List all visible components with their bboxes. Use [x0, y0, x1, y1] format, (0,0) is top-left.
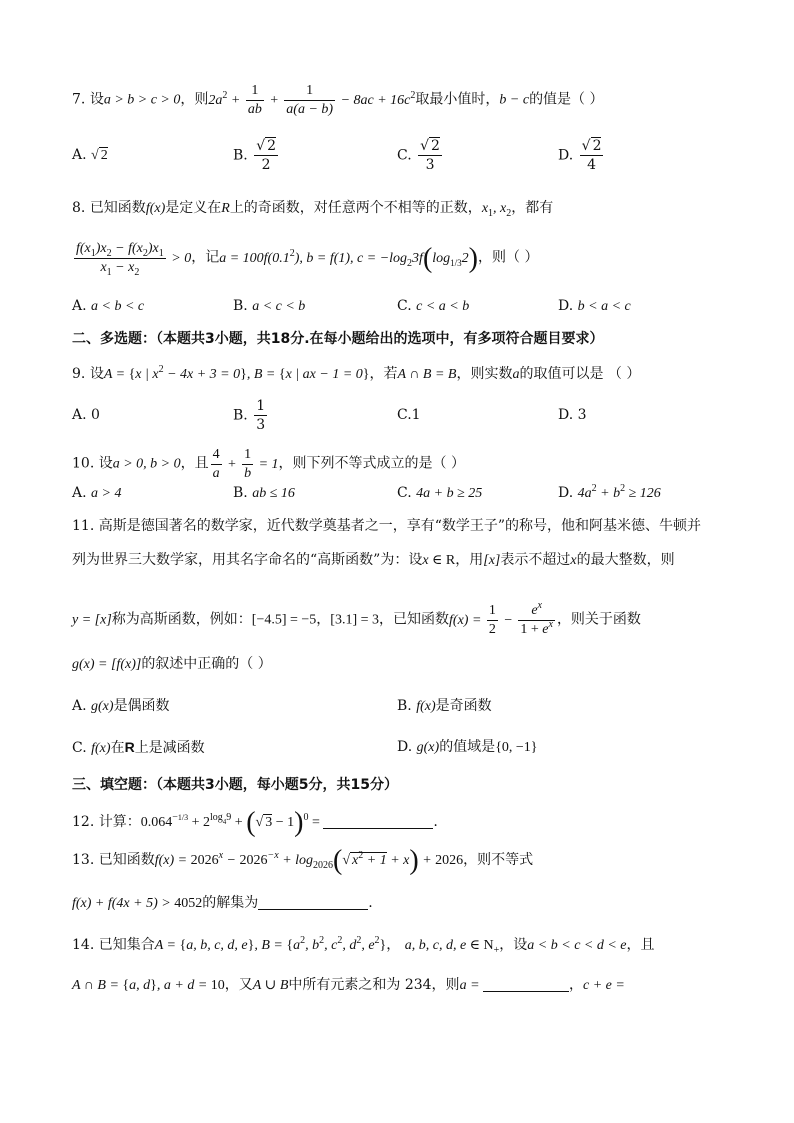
q8-option-c[interactable]: C. c < a < b — [397, 298, 470, 314]
question-14: 14. 已知集合A = {a, b, c, d, e}, $B = \{a^2$, $b^2$, $c^2$, $d^2$, $e^2$}， a, b, c, d, e ∈ $N_+$，设a < b < c < d < e，且 — [72, 935, 655, 956]
section-fill-blank-heading: 三、填空题：（本题共3小题，每小题5分，共15分） — [72, 777, 398, 793]
answer-blank-12[interactable] — [323, 814, 433, 829]
question-13-line-2: f(x) + f(4x + 5) > 4052的解集为 . — [72, 895, 373, 911]
section-multi-choice-heading: 二、多选题：（本题共3小题，共18分.在每小题给出的选项中，有多项符合题目要求） — [72, 331, 604, 347]
question-13: 13. 已知函数$f(x) = 2026^x - 2026^{-x} + \log_{2026}(√$ $x^2 + 1 + x) + 2026$，则不等式 — [72, 844, 534, 876]
question-8: 8. 已知函数f(x)是定义在R上的奇函数，对任意两个不相等的正数，$x_1$, $x_2$，都有 — [72, 200, 554, 219]
question-11-line-4: g(x) = [f(x)]的叙述中正确的（ ） — [72, 656, 272, 672]
q10-option-a[interactable]: A. a > 4 — [72, 485, 122, 501]
q7-option-d[interactable]: D. $\frac{√ 2}{4}$ — [558, 138, 602, 173]
q10-option-c[interactable]: C. 4a + b ≥ 25 — [397, 485, 483, 501]
expression: $2a^2$ + $\frac{1}{ab}$ + $\frac{1}{a(a - b)}$ − $8ac + 16c^2$ — [208, 83, 416, 117]
question-11-line-3: y = [x]称为高斯函数，例如：[−4.5] = −5，[3.1] = 3，已知函数f(x) = $\frac{1}{2}$ − $\frac{e^x}{1 + e^x}$ ，则关于函数 — [72, 600, 641, 637]
question-8-condition: $\frac{f(x_1)x_2 - f(x_2)x_1}{x_1 - x_2}$ > 0，记$a = 100f(0.1^2)$, b = f(1), $c = -\log_23f(\log_{1/3}2)$，则（ ） — [76, 241, 539, 278]
question-12: 12. 计算：$0.064^{-1/3} + 2^{log_49}$ + (√ 3 − 1)$^0$ = . — [72, 806, 438, 838]
q11-option-d[interactable]: D. g(x)的值域是{0, −1} — [397, 739, 538, 755]
question-number: 7. — [72, 91, 86, 108]
q10-option-d[interactable]: D. $4a^2 + b^2 \ge 126$ — [558, 483, 661, 501]
q7-option-a[interactable]: A. √ 2 — [72, 147, 108, 163]
question-11-line-2: 列为世界三大数学家，用其名字命名的“高斯函数”为：设x ∈ R，用[x]表示不超过x的最大整数，则 — [72, 552, 675, 568]
q9-option-d[interactable]: D. 3 — [558, 407, 587, 423]
q8-option-a[interactable]: A. a < b < c — [72, 298, 145, 314]
question-9: 9. 设A = {x | $x^2 - 4x + 3 = 0$}, B = {x | ax − 1 = 0}，若A ∩ B = B，则实数a的取值可以是 （ ） — [72, 364, 641, 382]
q8-option-d[interactable]: D. b < a < c — [558, 298, 631, 314]
question-14-line-2: A ∩ B = {a, d}, a + d = 10，又A ∪ B中所有元素之和为 234，则a = ，c + e = — [72, 977, 625, 993]
q7-option-c[interactable]: C. $\frac{√ 2}{3}$ — [397, 138, 440, 173]
answer-blank-14-a[interactable] — [483, 977, 569, 992]
question-7: 7. 设a > b > c > 0，则$2a^2$ + $\frac{1}{ab}$ + $\frac{1}{a(a - b)}$ − $8ac + 16c^2$取最小值时，b − c的值是（ ） — [72, 83, 604, 117]
q8-option-b[interactable]: B. a < c < b — [233, 298, 306, 314]
q11-option-c[interactable]: C. f(x)在R上是减函数 — [72, 739, 205, 756]
answer-blank-13[interactable] — [258, 895, 368, 910]
q10-option-b[interactable]: B. ab ≤ 16 — [233, 485, 295, 501]
q11-option-a[interactable]: A. g(x)是偶函数 — [72, 698, 170, 714]
question-11-line-1: 11. 高斯是德国著名的数学家，近代数学奠基者之一，享有“数学王子”的称号，他和阿基米德、牛顿并 — [72, 518, 702, 534]
q9-option-c[interactable]: C.1 — [397, 407, 421, 423]
q9-option-b[interactable]: B. $\frac{1}{3}$ — [233, 398, 266, 433]
q9-option-a[interactable]: A. 0 — [72, 407, 100, 423]
question-10: 10. 设a > 0, b > 0，且 $\frac{4}{a}$ + $\frac{1}{b}$ = 1，则下列不等式成立的是（ ） — [72, 447, 465, 481]
q11-option-b[interactable]: B. f(x)是奇函数 — [397, 698, 492, 714]
q7-option-b[interactable]: B. $\frac{√ 2}{2}$ — [233, 138, 277, 173]
